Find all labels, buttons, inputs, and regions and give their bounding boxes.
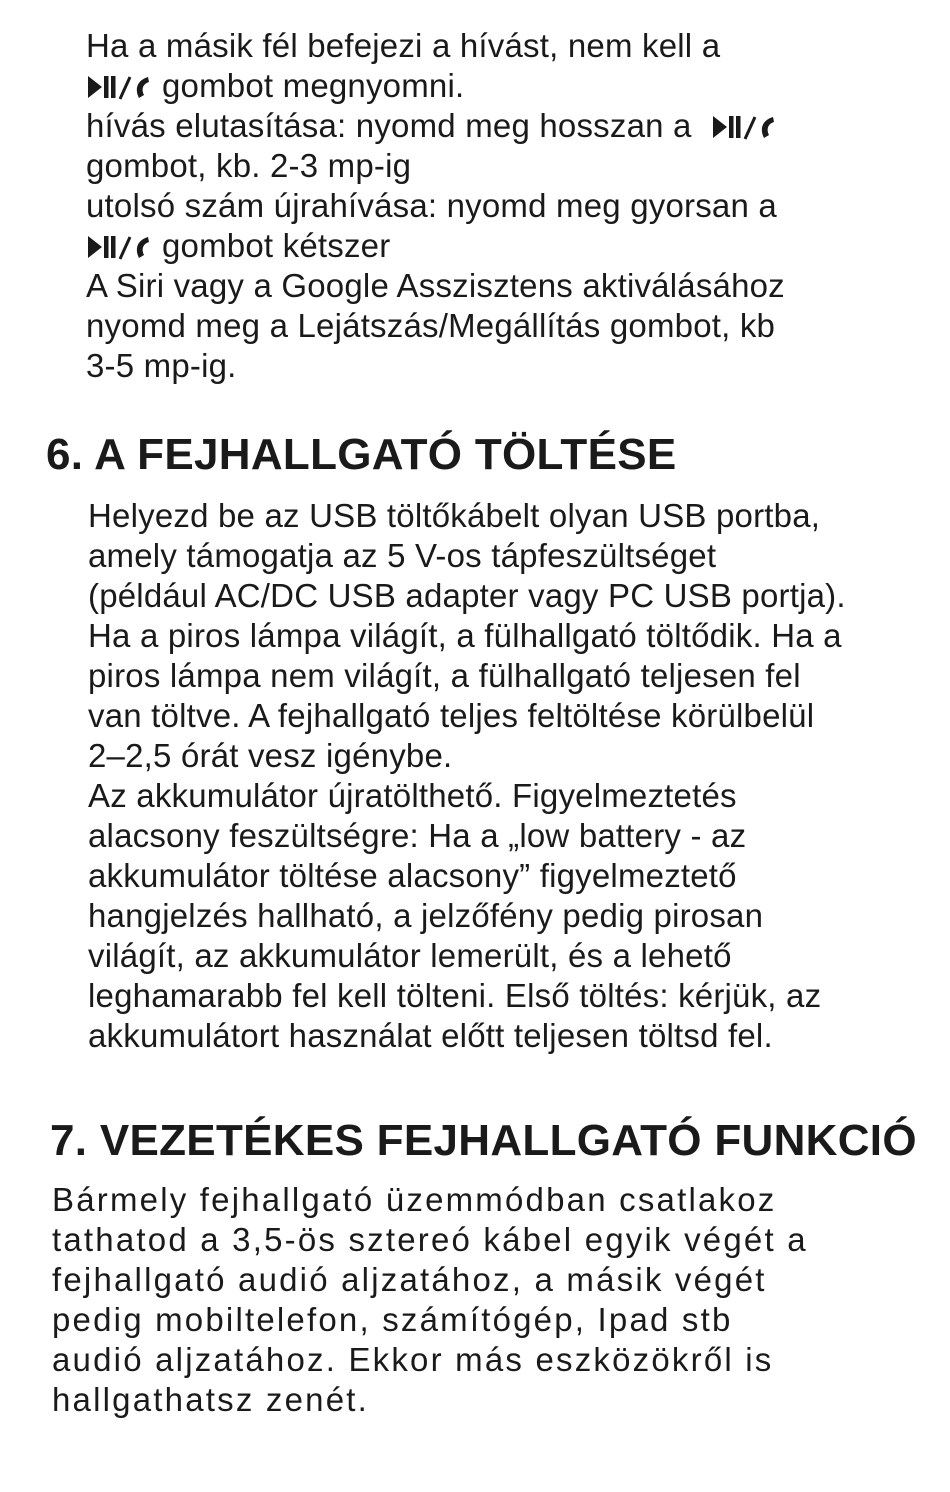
paragraph-line: alacsony feszültségre: Ha a „low battery - az <box>88 817 747 854</box>
paragraph-text: gombot megnyomni. <box>162 67 465 104</box>
play-pause-call-icon <box>86 234 160 260</box>
section-6-heading: 6. A FEJHALLGATÓ TÖLTÉSE <box>46 430 677 479</box>
paragraph-line: 2–2,5 órát vesz igénybe. <box>88 737 453 774</box>
paragraph-line: 3-5 mp-ig. <box>86 347 237 384</box>
paragraph-line: utolsó szám újrahívása: nyomd meg gyorsan a <box>86 187 777 224</box>
paragraph-line: Ha a piros lámpa világít, a fülhallgató töltődik. Ha a <box>88 617 842 654</box>
paragraph-line: akkumulátor töltése alacsony” figyelmeztető <box>88 857 737 894</box>
paragraph-line: van töltve. A fejhallgató teljes feltöltése körülbelül <box>88 697 815 734</box>
paragraph-line: A Siri vagy a Google Asszisztens aktiválásához <box>86 267 785 304</box>
paragraph-line <box>86 106 787 146</box>
paragraph-text: hívás elutasítása: nyomd meg hosszan a <box>86 107 692 144</box>
paragraph-line <box>86 66 464 106</box>
paragraph-line: világít, az akkumulátor lemerült, és a lehető <box>88 937 732 974</box>
play-pause-call-icon <box>86 74 160 100</box>
paragraph-line: leghamarabb fel kell tölteni. Első töltés: kérjük, az <box>88 977 822 1014</box>
paragraph-line: akkumulátort használat előtt teljesen töltsd fel. <box>88 1017 773 1054</box>
paragraph-text: gombot kétszer <box>162 227 391 264</box>
paragraph-line: Helyezd be az USB töltőkábelt olyan USB portba, <box>88 497 821 534</box>
paragraph-line: piros lámpa nem világít, a fülhallgató teljesen fel <box>88 657 801 694</box>
paragraph-line: nyomd meg a Lejátszás/Megállítás gombot, kb <box>86 307 776 344</box>
section-5-continuation <box>0 0 950 390</box>
play-pause-call-icon <box>711 114 785 140</box>
paragraph-line: (például AC/DC USB adapter vagy PC USB portja). <box>88 577 846 614</box>
paragraph-line: hallgathatsz zenét. <box>52 1381 369 1418</box>
section-7-heading: 7. VEZETÉKES FEJHALLGATÓ FUNKCIÓ <box>50 1116 917 1165</box>
paragraph-line: audió aljzatához. Ekkor más eszközökről is <box>52 1341 774 1378</box>
paragraph-line <box>86 226 390 266</box>
paragraph-line: tathatod a 3,5-ös sztereó kábel egyik végét a <box>52 1221 808 1258</box>
paragraph-line: fejhallgató audió aljzatához, a másik végét <box>52 1261 767 1298</box>
paragraph-line: pedig mobiltelefon, számítógép, Ipad stb <box>52 1301 733 1338</box>
paragraph-line: Ha a másik fél befejezi a hívást, nem kell a <box>86 27 721 64</box>
paragraph-line: amely támogatja az 5 V-os tápfeszültséget <box>88 537 717 574</box>
section-7-body <box>0 1180 950 1430</box>
paragraph-line: Az akkumulátor újratölthető. Figyelmeztetés <box>88 777 737 814</box>
paragraph-line: Bármely fejhallgató üzemmódban csatlakoz <box>52 1181 777 1218</box>
section-6-body <box>0 496 950 1056</box>
paragraph-line: gombot, kb. 2-3 mp-ig <box>86 147 412 184</box>
paragraph-line: hangjelzés hallható, a jelzőfény pedig pirosan <box>88 897 764 934</box>
